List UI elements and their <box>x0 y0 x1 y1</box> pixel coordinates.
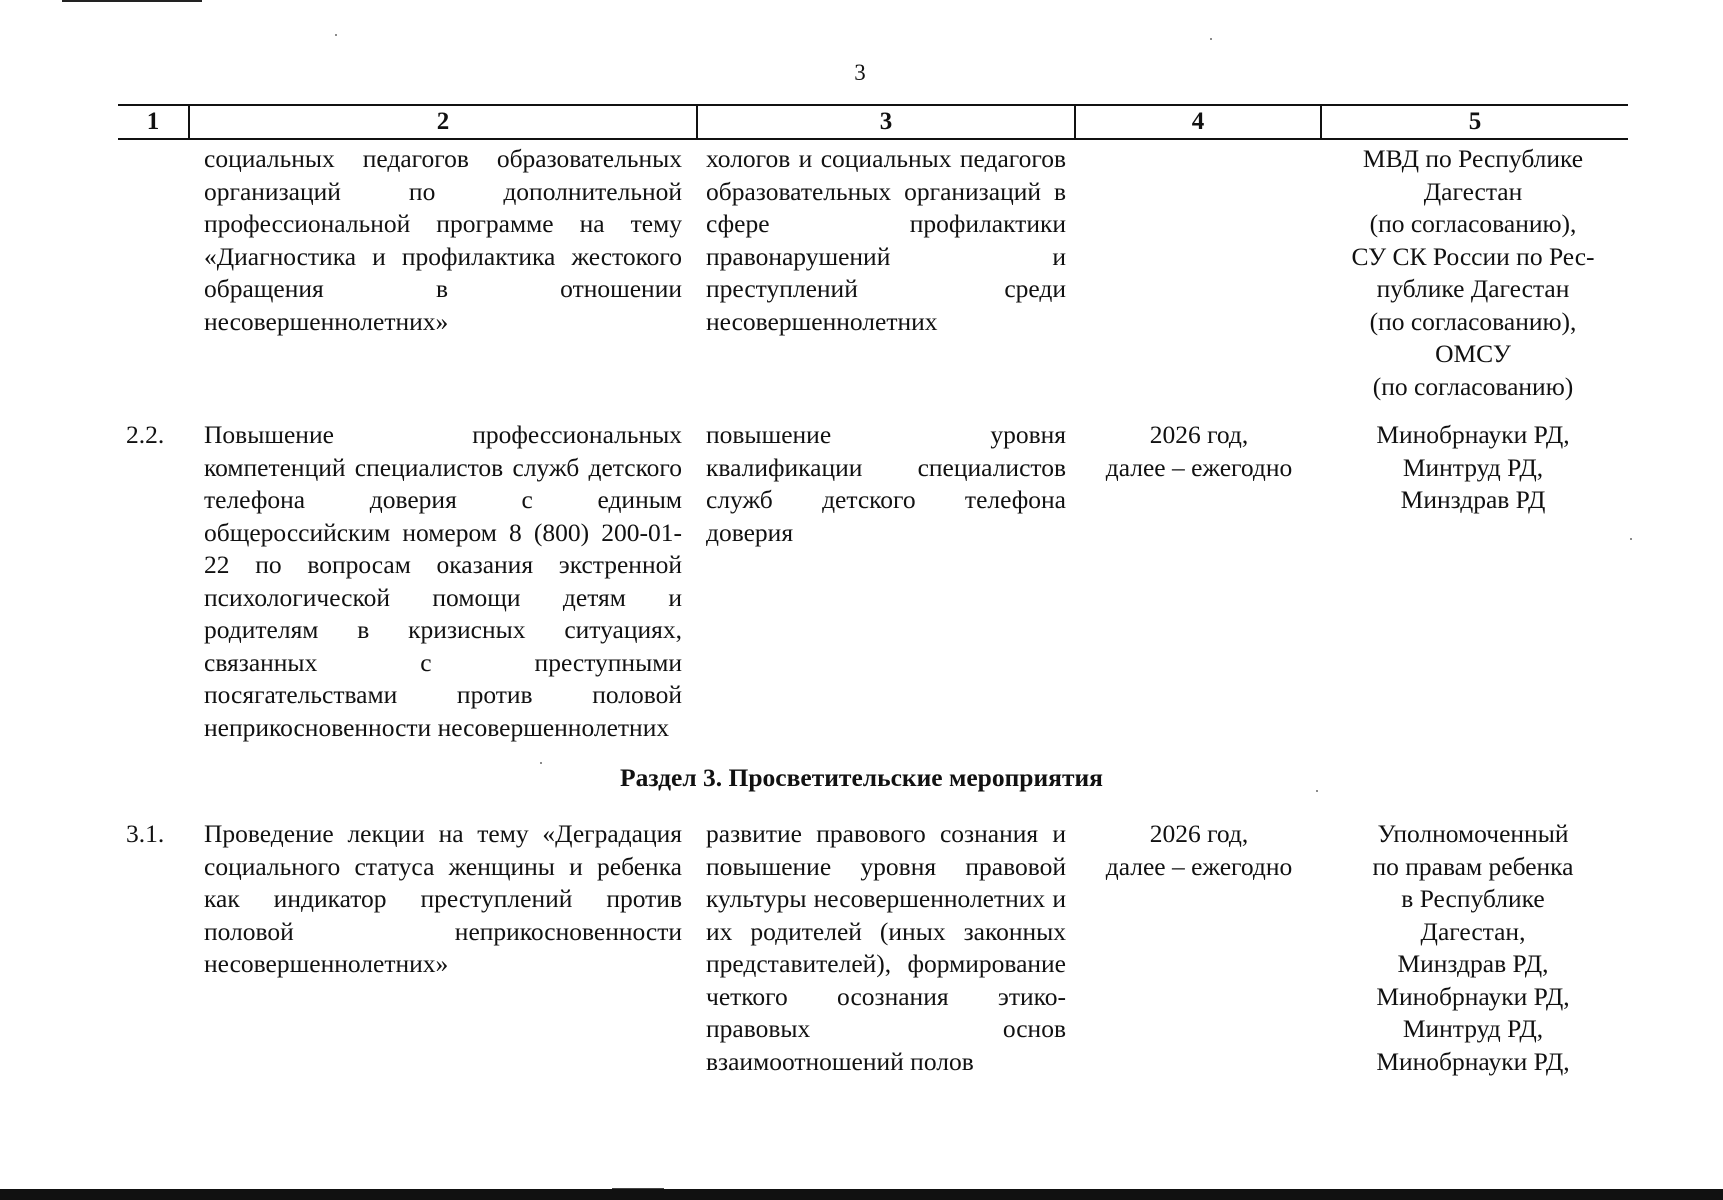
column-number-3: 3 <box>879 108 893 135</box>
row-number: 3.1. <box>126 819 165 848</box>
column-number-1: 1 <box>146 108 160 135</box>
responsible-line: Минтруд РД, <box>1402 452 1544 482</box>
responsible-line: СУ СК России по Рес- <box>1351 241 1595 271</box>
scan-speck <box>1316 790 1318 792</box>
row-measure-continued: социальных педагогов образовательных организаций по дополнительной профессиональной программе на тему «Диагностика и профилактика жестокого обращения в отношении несовершеннолетних» <box>204 144 682 336</box>
row-measure: Проведение лекции на тему «Деградация социального статуса женщины и ребенка как индикатор преступлений против половой неприкосновенности несовершеннолетних» <box>204 819 682 978</box>
responsible-line: (по согласованию) <box>1372 371 1574 401</box>
scan-speck <box>335 34 337 36</box>
column-number-5: 5 <box>1468 108 1482 135</box>
row-result: повышение уровня квалификации специалистов служб детского телефона доверия <box>706 420 1066 547</box>
row-result: развитие правового сознания и повышение уровня правовой культуры несовершеннолетних и их родителей (иных законных представителей), формирование четкого осознания этико-правовых основ взаимоотношений полов <box>706 819 1066 1076</box>
responsible-line: Минобрнауки РД, <box>1376 420 1570 449</box>
responsible-line: Минобрнауки РД, <box>1376 981 1570 1011</box>
row-measure: Повышение профессиональных компетенций специалистов служб детского телефона доверия с единым общероссийским номером 8 (800) 200-01-22 по вопросам оказания экстренной психологической помощи детям и родителям в кризисных ситуациях, связанных с преступными посягательствами против половой неприкосновенности несовершеннолетних <box>204 420 682 742</box>
responsible-line: Уполномоченный <box>1377 819 1569 848</box>
scan-speck <box>1630 538 1632 540</box>
responsible-line: (по согласованию), <box>1369 209 1577 238</box>
responsible-line: Минтруд РД, <box>1402 1014 1544 1043</box>
page-number: 3 <box>854 60 866 85</box>
row-number: 2.2. <box>126 420 165 449</box>
responsible-line: по правам ребенка <box>1372 851 1574 881</box>
responsible-line: в Республике <box>1401 884 1545 913</box>
scan-artifact <box>62 0 202 2</box>
scan-speck <box>1210 38 1212 40</box>
term-line: 2026 год, <box>1149 819 1249 848</box>
responsible-line: Дагестан <box>1423 176 1523 206</box>
row-responsible <box>1318 419 1628 517</box>
column-number-4: 4 <box>1191 108 1205 135</box>
term-line: далее – ежегодно <box>1105 452 1293 482</box>
responsible-line: ОМСУ <box>1435 339 1511 368</box>
responsible-line: Минобрнауки РД, <box>1376 1046 1570 1076</box>
row-term <box>1076 419 1322 484</box>
row-responsible-continued <box>1318 143 1628 403</box>
row-term <box>1076 818 1322 883</box>
responsible-line: (по согласованию), <box>1369 306 1577 336</box>
responsible-line: публике Дагестан <box>1376 274 1570 303</box>
section-heading: Раздел 3. Просветительские мероприятия <box>620 763 1103 792</box>
scan-artifact <box>0 1189 1723 1200</box>
responsible-line: Дагестан, <box>1420 916 1526 946</box>
term-line: 2026 год, <box>1149 420 1249 449</box>
responsible-line: МВД по Республике <box>1362 144 1584 173</box>
responsible-line: Минздрав РД, <box>1397 949 1549 978</box>
table-header-row <box>118 104 1628 140</box>
table-header-bottom-border <box>118 138 1628 140</box>
scan-speck <box>540 762 542 764</box>
responsible-line: Минздрав РД <box>1400 485 1546 514</box>
row-responsible <box>1318 818 1628 1078</box>
row-result-continued: хологов и социальных педагогов образовательных организаций в сфере профилактики правонарушений и преступлений среди несовершеннолетних <box>706 144 1066 336</box>
column-number-2: 2 <box>436 108 450 135</box>
term-line: далее – ежегодно <box>1105 851 1293 881</box>
